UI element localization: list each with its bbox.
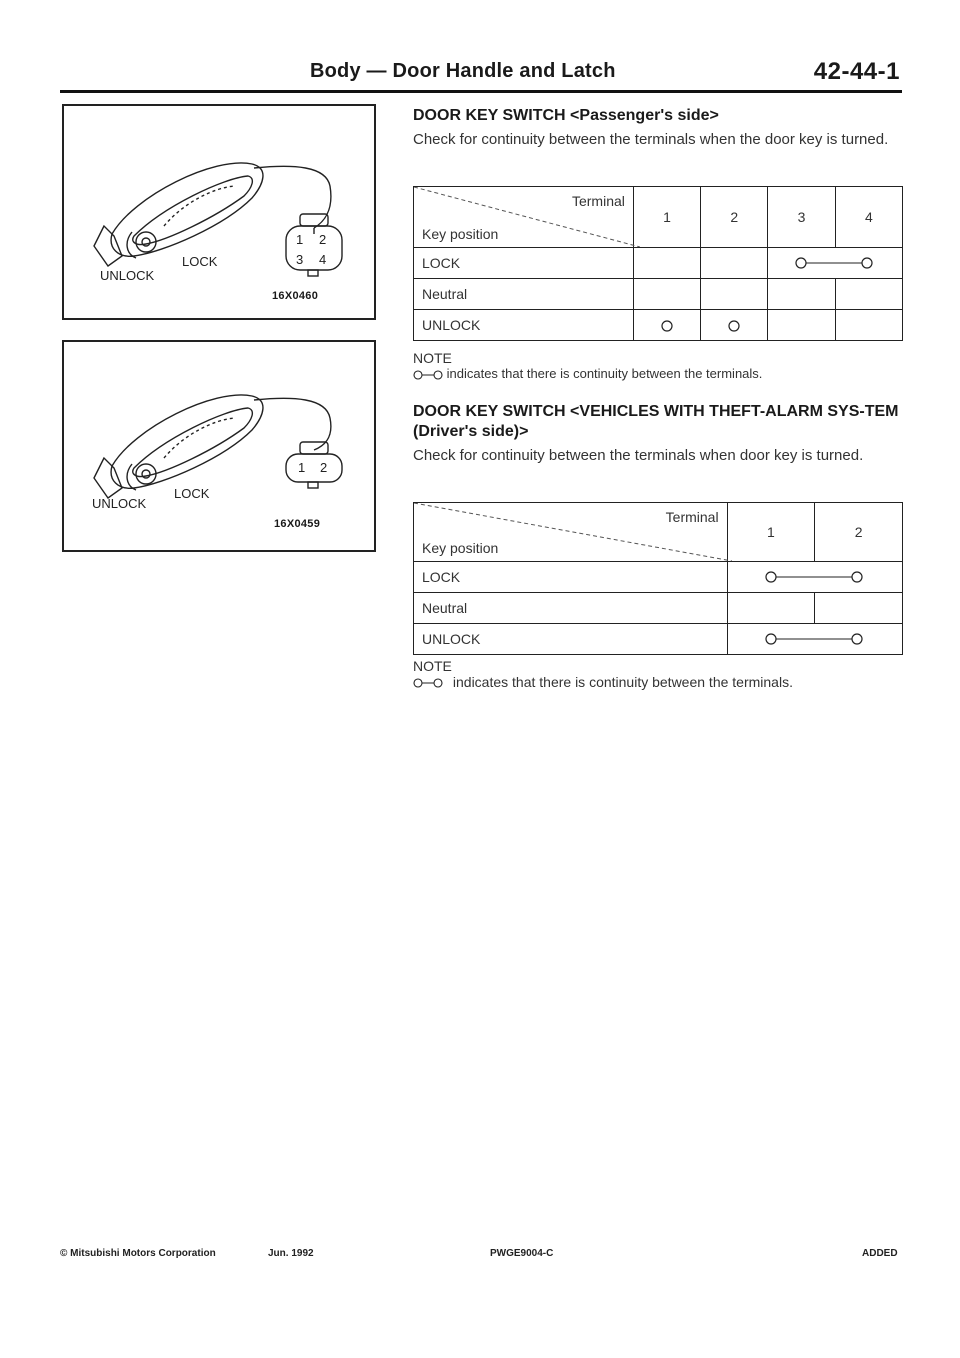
footer-code: PWGE9004-C [490, 1248, 554, 1259]
continuity-mark [633, 310, 700, 341]
column-header: 1 [633, 187, 700, 248]
terminal-1-label: 1 [298, 460, 306, 475]
continuity-line-icon [728, 562, 900, 592]
continuity-mark [768, 248, 903, 279]
footer-date: Jun. 1992 [268, 1248, 314, 1259]
section-text: Check for continuity between the terminals when the door key is turned. [413, 131, 889, 148]
door-handle-illustration [64, 342, 374, 550]
circle-icon [660, 319, 674, 333]
section-title: DOOR KEY SWITCH <VEHICLES WITH THEFT-ALARM SYS-TEM (Driver's side)> [413, 403, 899, 440]
page-number: 42-44-1 [813, 58, 900, 85]
column-header: 3 [768, 187, 835, 248]
section-text: Check for continuity between the terminals when door key is turned. [413, 447, 864, 464]
row-label: LOCK [414, 248, 634, 279]
row-label: UNLOCK [414, 310, 634, 341]
note-driver [413, 658, 793, 690]
column-header: 4 [835, 187, 902, 248]
continuity-mark [727, 624, 902, 655]
terminal-4-label: 4 [319, 252, 327, 267]
corner-key-label: Key position [422, 540, 499, 556]
footer-status: ADDED [862, 1248, 898, 1259]
terminal-2-label: 2 [320, 460, 328, 475]
unlock-label: UNLOCK [92, 496, 147, 511]
circle-icon [727, 319, 741, 333]
column-header: 2 [815, 503, 903, 562]
terminal-1-label: 1 [296, 232, 304, 247]
continuity-mark [701, 310, 768, 341]
corner-terminal-label: Terminal [571, 193, 625, 209]
note-label: NOTE [413, 350, 452, 366]
footer-copyright: © Mitsubishi Motors Corporation [60, 1248, 216, 1259]
column-header: 2 [701, 187, 768, 248]
continuity-mark [727, 562, 902, 593]
row-label: Neutral [414, 593, 728, 624]
table-row [414, 248, 903, 279]
door-handle-illustration [64, 106, 374, 318]
figure-passenger-handle [62, 104, 376, 320]
table-row [414, 279, 903, 310]
note-text: indicates that there is continuity between the terminals. [446, 366, 763, 381]
continuity-table-passenger [413, 186, 903, 341]
table-corner-cell [414, 187, 634, 248]
note-label: NOTE [413, 658, 452, 674]
section-title: DOOR KEY SWITCH <Passenger's side> [413, 107, 719, 124]
note-passenger [413, 350, 762, 382]
continuity-symbol-icon [413, 369, 443, 381]
figure-code: 16X0460 [272, 290, 319, 302]
continuity-line-icon [728, 624, 900, 654]
figure-code: 16X0459 [274, 518, 321, 530]
unlock-label: UNLOCK [100, 268, 155, 283]
note-text: indicates that there is continuity between the terminals. [452, 674, 793, 690]
table-row [414, 562, 903, 593]
table-row [414, 624, 903, 655]
table-row [414, 310, 903, 341]
table-corner-cell [414, 503, 728, 562]
continuity-symbol-icon [413, 677, 443, 689]
lock-label: LOCK [182, 254, 218, 269]
continuity-table-driver [413, 502, 903, 655]
section-driver-switch [413, 402, 903, 465]
column-header: 1 [727, 503, 815, 562]
terminal-3-label: 3 [296, 252, 304, 267]
corner-terminal-label: Terminal [665, 509, 719, 525]
terminal-2-label: 2 [319, 232, 327, 247]
page-header [60, 58, 902, 93]
row-label: Neutral [414, 279, 634, 310]
row-label: UNLOCK [414, 624, 728, 655]
corner-key-label: Key position [422, 226, 499, 242]
lock-label: LOCK [174, 486, 210, 501]
continuity-line-icon [768, 248, 900, 278]
row-label: LOCK [414, 562, 728, 593]
table-row [414, 593, 903, 624]
section-passenger-switch [413, 106, 903, 149]
page-title: Body — Door Handle and Latch [310, 60, 616, 82]
figure-driver-handle [62, 340, 376, 552]
